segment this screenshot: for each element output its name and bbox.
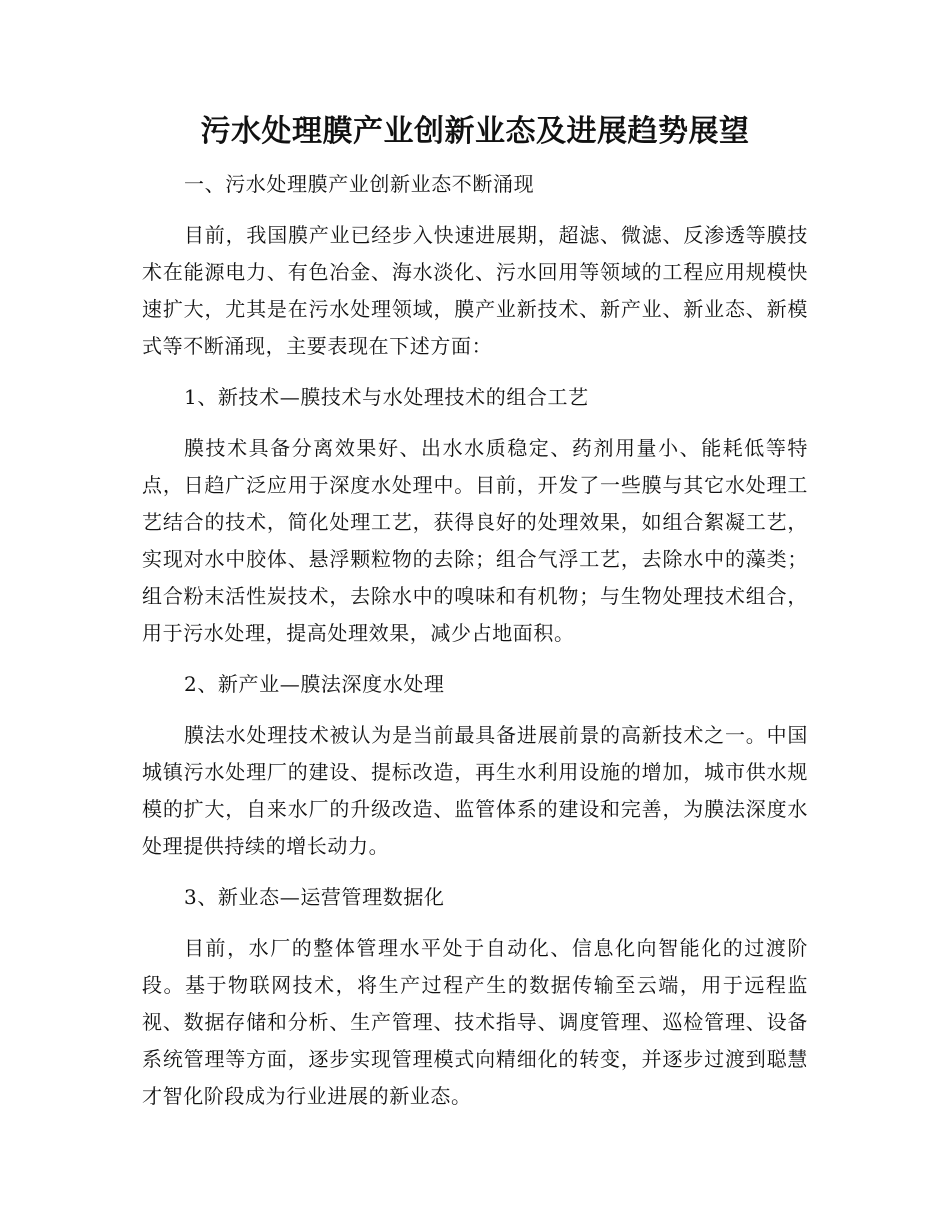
section-heading-1: 一、污水处理膜产业创新业态不断涌现	[184, 172, 535, 196]
body-paragraph-3: 膜法水处理技术被认为是当前最具备进展前景的高新技术之一。中国城镇污水处理厂的建设、提标改造，再生水利用设施的增加，城市供水规模的扩大，自来水厂的升级改造、监管体系的建设和完善，为膜法深度水处理提供持续的增长动力。	[142, 723, 808, 858]
document-title: 污水处理膜产业创新业态及进展趋势展望	[200, 114, 750, 149]
body-paragraph-1: 目前，我国膜产业已经步入快速进展期，超滤、微滤、反渗透等膜技术在能源电力、有色冶金、海水淡化、污水回用等领域的工程应用规模快速扩大，尤其是在污水处理领域，膜产业新技术、新产业、新业态、新模式等不断涌现，主要表现在下述方面：	[142, 223, 808, 358]
body-paragraph-4: 目前，水厂的整体管理水平处于自动化、信息化向智能化的过渡阶段。基于物联网技术，将生产过程产生的数据传输至云端，用于远程监视、数据存储和分析、生产管理、技术指导、调度管理、巡检管理、设备系统管理等方面，逐步实现管理模式向精细化的转变，并逐步过渡到聪慧才智化阶段成为行业进展的新业态。	[142, 936, 808, 1108]
subheading-new-business-form: 3、新业态—运营管理数据化	[184, 885, 445, 909]
body-paragraph-2: 膜技术具备分离效果好、出水水质稳定、药剂用量小、能耗低等特点，日趋广泛应用于深度水处理中。目前，开发了一些膜与其它水处理工艺结合的技术，简化处理工艺，获得良好的处理效果，如组合絮凝工艺，实现对水中胶体、悬浮颗粒物的去除；组合气浮工艺，去除水中的藻类；组合粉末活性炭技术，去除水中的嗅味和有机物；与生物处理技术组合，用于污水处理，提高处理效果，减少占地面积。	[142, 436, 808, 645]
document-body	[142, 166, 808, 1115]
subheading-new-industry: 2、新产业—膜法深度水处理	[184, 672, 445, 696]
subheading-new-technology: 1、新技术—膜技术与水处理技术的组合工艺	[184, 385, 589, 409]
